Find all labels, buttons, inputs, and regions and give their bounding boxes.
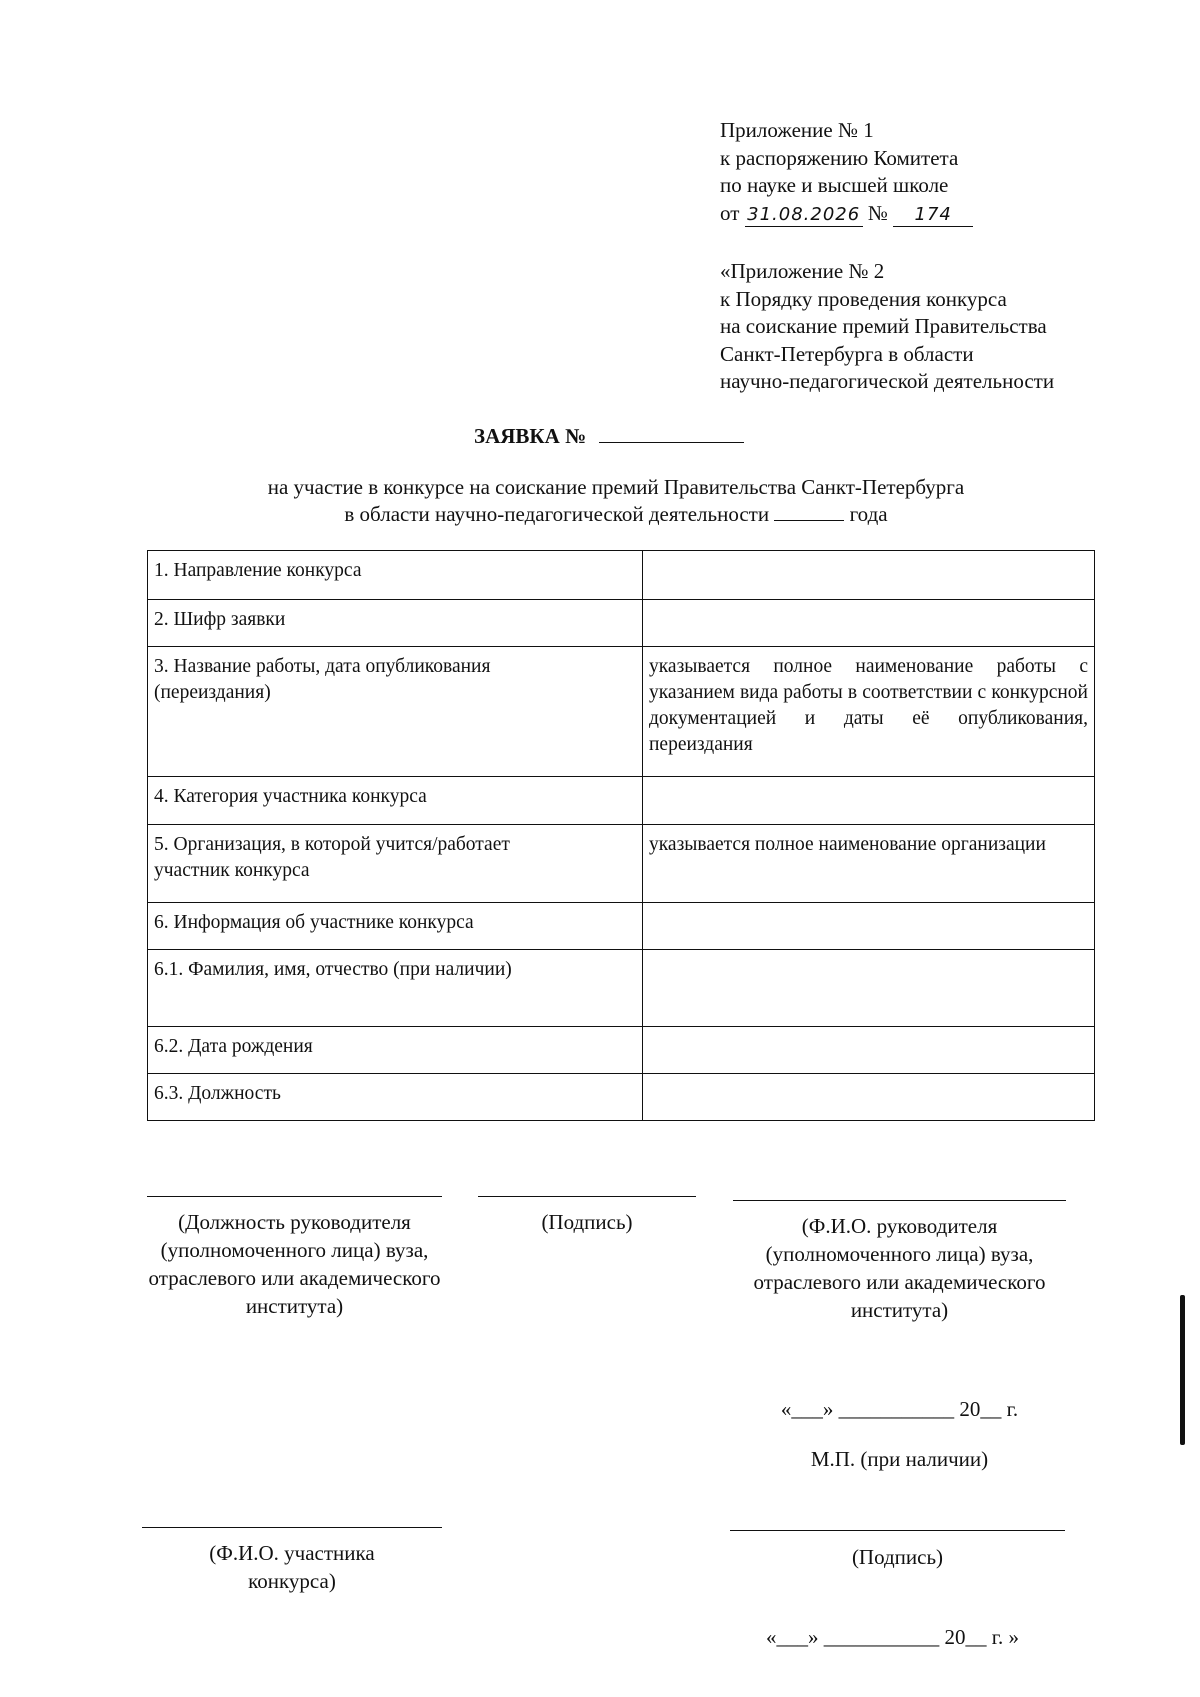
row-label: 6.3. Должность [148,1074,643,1121]
participant-signature-caption: (Подпись) [851,1545,944,1569]
row-label: 6.2. Дата рождения [148,1027,643,1074]
annex1-block [720,117,973,227]
annex1-date-line [720,200,973,228]
table-row [148,903,1095,950]
year-blank [774,520,844,521]
annex2-line2: к Порядку проведения конкурса [720,286,1007,311]
head-position-line [147,1196,442,1197]
row-value [643,600,1095,647]
table-row [148,551,1095,600]
annex2-block [720,258,1054,396]
annex1-line3: по науке и высшей школе [720,173,949,197]
row-value [643,551,1095,600]
table-row [148,1027,1095,1074]
table-row [148,825,1095,903]
subtitle-line1: на участие в конкурсе на соискание премий Правительства Санкт-Петербурга [267,475,965,499]
table-row [148,1074,1095,1121]
stamp-caption: М.П. (при наличии) [810,1447,989,1471]
table-row [148,950,1095,1027]
row-label: 3. Название работы, дата опубликования (переиздания) [148,647,643,777]
annex1-line2: к распоряжению Комитета [720,145,959,170]
binding-mark [1180,1295,1185,1445]
head-position-caption: (Должность руководителя (уполномоченного лица) вуза, отраслевого или академического института) [148,1210,441,1318]
subtitle-line2-text: в области научно-педагогической деятельности [344,502,770,526]
row-value [643,903,1095,950]
application-title-label: ЗАЯВКА № [474,424,587,448]
subtitle-line2 [16,500,1200,528]
table-row [148,647,1095,777]
application-title [474,424,744,449]
handwritten-date: 31.08.2026 [745,204,863,227]
head-signature-caption: (Подпись) [541,1210,633,1234]
date-line-1: «___» ___________ 20__ г. [780,1397,1019,1421]
annex1-title: Приложение № 1 [720,118,874,142]
participant-name-line [142,1527,442,1528]
row-value [643,777,1095,825]
row-label: 1. Направление конкурса [148,551,643,600]
handwritten-number: 174 [893,204,973,227]
from-label: от [720,200,740,225]
table-row [148,777,1095,825]
row-value: указывается полное наименование организации [643,825,1095,903]
row-label: 6.1. Фамилия, имя, отчество (при наличии) [148,950,643,1027]
number-label: № [867,200,888,225]
row-value [643,1074,1095,1121]
participant-signature-line [730,1530,1065,1531]
annex2-line3: на соискание премий Правительства [720,314,1047,338]
row-label: 2. Шифр заявки [148,600,643,647]
participant-name-caption: (Ф.И.О. участника конкурса) [209,1541,375,1593]
head-name-caption: (Ф.И.О. руководителя (уполномоченного лица) вуза, отраслевого или академического института) [753,1214,1046,1322]
row-label: 4. Категория участника конкурса [148,777,643,825]
date-line-2: «___» ___________ 20__ г. » [766,1625,1019,1649]
subtitle-year-word: года [849,502,888,526]
row-label: 6. Информация об участнике конкурса [148,903,643,950]
table-row [148,600,1095,647]
row-label: 5. Организация, в которой учится/работает участник конкурса [148,825,643,903]
application-number-field [599,442,744,443]
head-name-line [733,1200,1066,1201]
application-form-table [147,550,1095,1121]
annex2-line5: научно-педагогической деятельности [720,369,1055,393]
row-value [643,1027,1095,1074]
head-signature-line [478,1196,696,1197]
annex2-line4: Санкт-Петербурга в области [720,341,974,366]
annex2-title: «Приложение № 2 [720,259,885,283]
row-value: указывается полное наименование работы с указанием вида работы в соответствии с конкурсной документацией и даты её опубликования, переиздания [643,647,1095,777]
row-value [643,950,1095,1027]
